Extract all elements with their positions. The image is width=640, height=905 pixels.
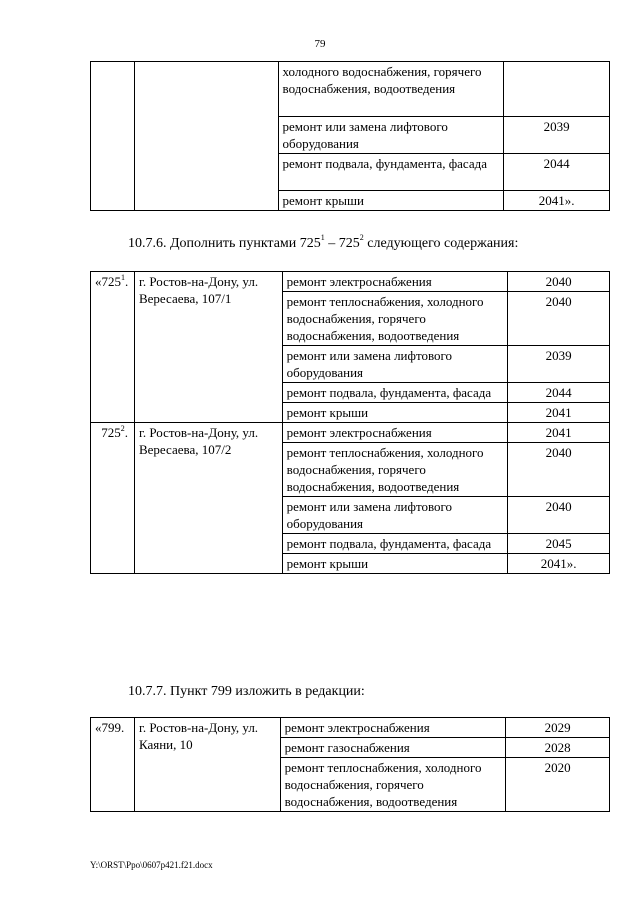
year-cell: 2041». [504, 191, 610, 211]
year-cell: 2040 [508, 497, 610, 534]
work-cell: ремонт подвала, фундамента, фасада [282, 534, 508, 554]
work-cell: ремонт теплоснабжения, холодного водоснабжения, горячего водоснабжения, водоотведения [282, 443, 508, 497]
year-cell: 2041 [508, 403, 610, 423]
table-row [91, 272, 610, 292]
work-cell: ремонт газоснабжения [280, 738, 506, 758]
year-cell: 2044 [504, 154, 610, 191]
year-cell: 2039 [504, 117, 610, 154]
address-cell: г. Ростов-на-Дону, ул. Каяни, 10 [134, 718, 280, 812]
table-row [91, 62, 610, 117]
work-cell: ремонт электроснабжения [282, 272, 508, 292]
table-799 [90, 717, 610, 812]
year-cell: 2040 [508, 443, 610, 497]
table-row [91, 718, 610, 738]
year-cell: 2040 [508, 292, 610, 346]
entry-number: $725^2$. [91, 423, 135, 574]
address-cell: г. Ростов-на-Дону, ул. Вересаева, 107/1 [134, 272, 282, 423]
year-cell: 2045 [508, 534, 610, 554]
work-cell: ремонт подвала, фундамента, фасада [282, 383, 508, 403]
work-cell: ремонт электроснабжения [282, 423, 508, 443]
page-number: 79 [314, 38, 326, 50]
year-cell: 2029 [506, 718, 610, 738]
year-cell [504, 62, 610, 117]
year-cell: 2040 [508, 272, 610, 292]
work-cell: ремонт электроснабжения [280, 718, 506, 738]
table-row [91, 423, 610, 443]
table-continuation [90, 61, 610, 211]
footer-file-path: Y:\ORST\Ppo\0607p421.f21.docx [90, 860, 213, 870]
year-cell: 2041 [508, 423, 610, 443]
year-cell: 2039 [508, 346, 610, 383]
year-cell: 2028 [506, 738, 610, 758]
year-cell: 2044 [508, 383, 610, 403]
entry-number: «799. [91, 718, 135, 812]
work-cell: ремонт крыши [282, 403, 508, 423]
work-cell: ремонт крыши [278, 191, 504, 211]
work-cell: ремонт или замена лифтового оборудования [278, 117, 504, 154]
work-cell: ремонт теплоснабжения, холодного водоснабжения, горячего водоснабжения, водоотведения [282, 292, 508, 346]
address-cell: г. Ростов-на-Дону, ул. Вересаева, 107/2 [134, 423, 282, 574]
year-cell: 2020 [506, 758, 610, 812]
work-cell: ремонт или замена лифтового оборудования [282, 497, 508, 534]
work-cell: ремонт крыши [282, 554, 508, 574]
paragraph-10-7-6: 10.7.6. Дополнить пунктами $725^1 - 725^2$ следующего содержания: [128, 233, 519, 251]
work-cell: холодного водоснабжения, горячего водоснабжения, водоотведения [278, 62, 504, 117]
year-cell: 2041». [508, 554, 610, 574]
work-cell: ремонт подвала, фундамента, фасада [278, 154, 504, 191]
entry-number: «$725^1$. [91, 272, 135, 423]
work-cell: ремонт теплоснабжения, холодного водоснабжения, горячего водоснабжения, водоотведения [280, 758, 506, 812]
work-cell: ремонт или замена лифтового оборудования [282, 346, 508, 383]
paragraph-10-7-7: 10.7.7. Пункт 799 изложить в редакции: [128, 684, 365, 699]
table-725 [90, 271, 610, 574]
